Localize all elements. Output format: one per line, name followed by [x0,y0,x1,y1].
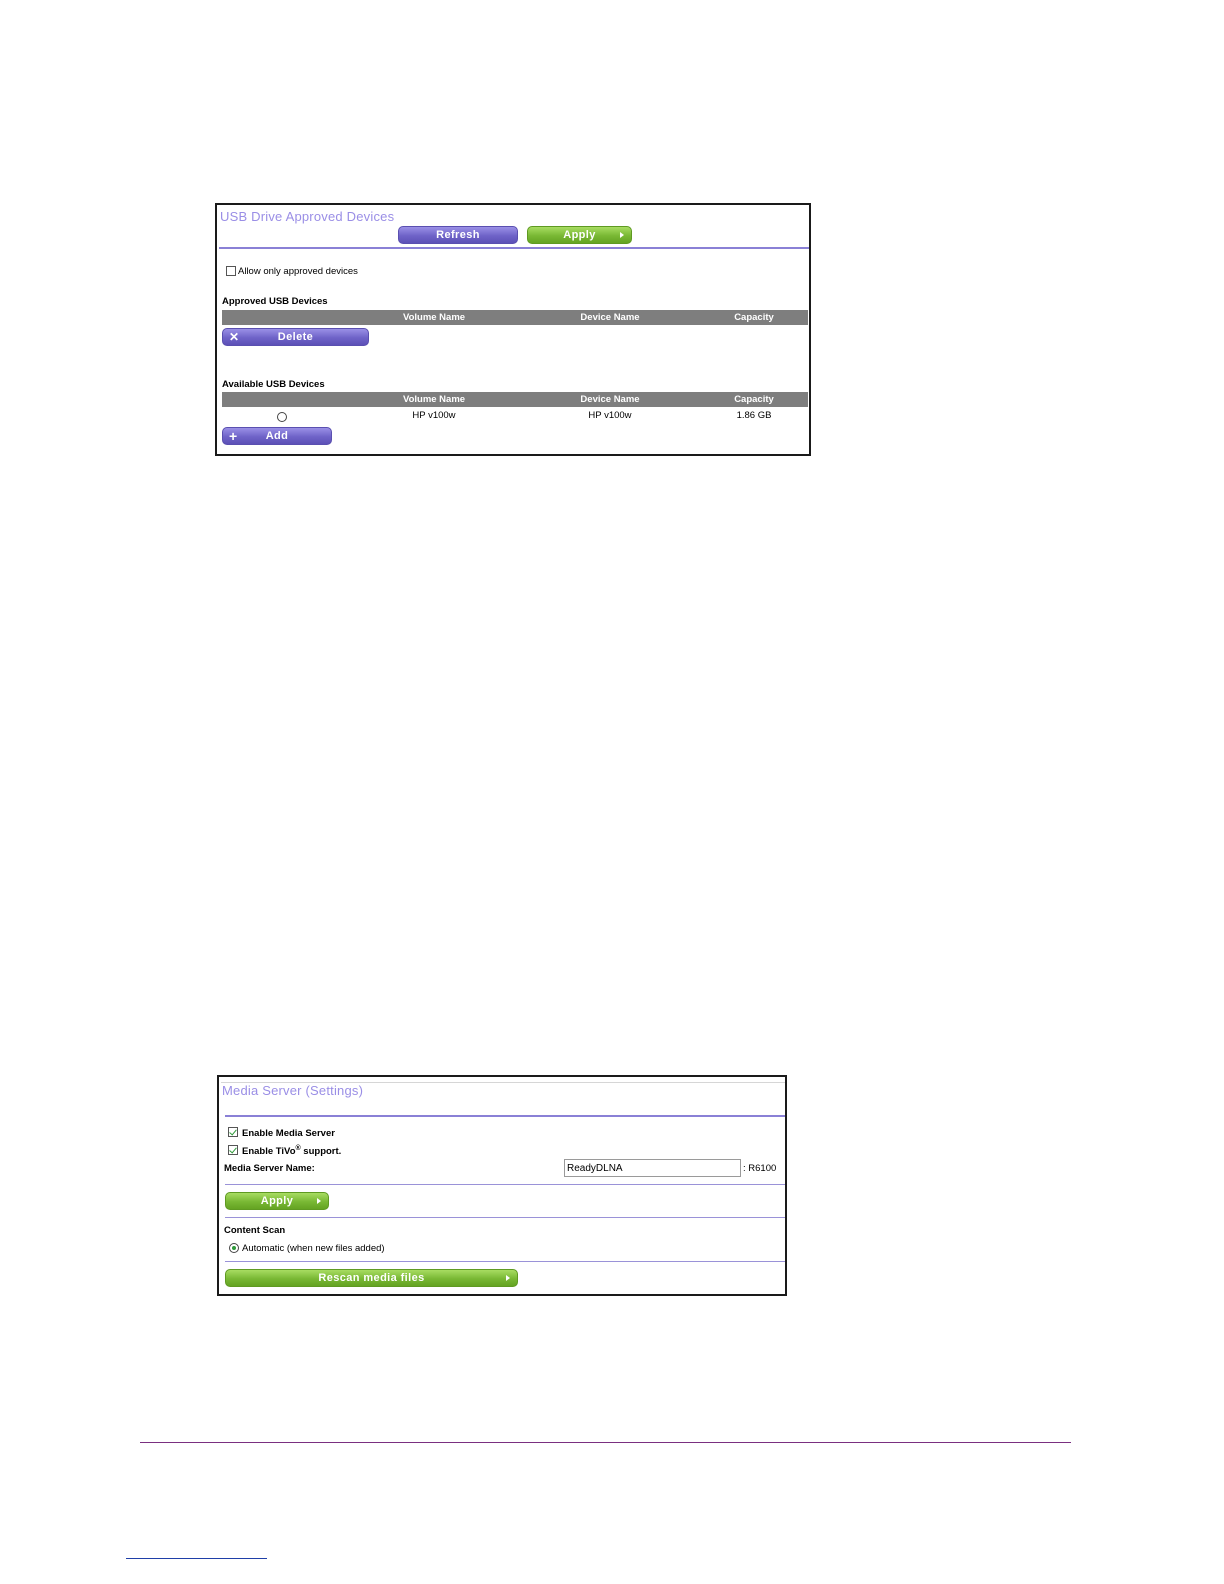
enable-media-server-label: Enable Media Server [242,1128,335,1139]
footer-link-underline[interactable] [126,1558,267,1559]
approved-col-volume-name: Volume Name [402,312,466,323]
approved-table-header [222,310,808,325]
usb-approved-devices-panel [215,203,811,456]
available-col-volume-name: Volume Name [402,394,466,405]
approved-col-device-name: Device Name [580,312,640,323]
arrow-right-icon [317,1198,321,1204]
delete-button[interactable] [222,328,369,346]
plus-icon: + [229,428,238,444]
usb-apply-button[interactable] [527,226,632,244]
x-icon: ✕ [229,330,240,344]
automatic-scan-label: Automatic (when new files added) [242,1243,385,1254]
media-server-name-label: Media Server Name: [224,1163,315,1174]
media-title-divider [225,1115,785,1117]
usb-apply-button-label: Apply [563,229,596,241]
usb-title-divider [219,247,809,249]
media-divider-1 [225,1184,785,1185]
available-usb-devices-heading: Available USB Devices [222,379,325,390]
media-server-settings-panel [217,1075,787,1296]
add-button-label: Add [265,430,289,442]
enable-media-server-checkbox[interactable] [228,1127,238,1137]
available-col-device-name: Device Name [580,394,640,405]
approved-col-capacity: Capacity [734,312,774,323]
approved-usb-devices-heading: Approved USB Devices [222,296,328,307]
allow-only-approved-checkbox[interactable] [226,266,236,276]
refresh-button-label: Refresh [436,229,480,241]
available-device-radio[interactable] [277,412,287,422]
delete-button-label: Delete [277,331,314,343]
media-server-name-input[interactable] [564,1159,741,1177]
enable-tivo-label: Enable TiVo® support. [242,1145,342,1158]
media-apply-button-label: Apply [260,1195,294,1207]
content-scan-heading: Content Scan [224,1225,286,1236]
arrow-right-icon [506,1275,510,1281]
usb-panel-title: USB Drive Approved Devices [220,209,395,224]
available-row-capacity: 1.86 GB [736,410,772,421]
media-server-name-suffix: : R6100 [743,1163,777,1174]
available-table-header [222,392,808,407]
enable-tivo-checkbox[interactable] [228,1145,238,1155]
media-divider-3 [225,1261,785,1262]
automatic-scan-radio[interactable] [229,1243,239,1253]
footer-divider [140,1442,1071,1443]
add-button[interactable] [222,427,332,445]
arrow-right-icon [620,232,624,238]
available-row-volume-name: HP v100w [412,410,456,421]
media-apply-button[interactable] [225,1192,329,1210]
rescan-media-files-button[interactable] [225,1269,518,1287]
available-col-capacity: Capacity [734,394,774,405]
media-divider-2 [225,1217,785,1218]
media-panel-title: Media Server (Settings) [222,1083,364,1098]
rescan-button-label: Rescan media files [318,1272,425,1284]
refresh-button[interactable] [398,226,518,244]
available-row-device-name: HP v100w [588,410,632,421]
allow-only-approved-label: Allow only approved devices [238,266,358,277]
